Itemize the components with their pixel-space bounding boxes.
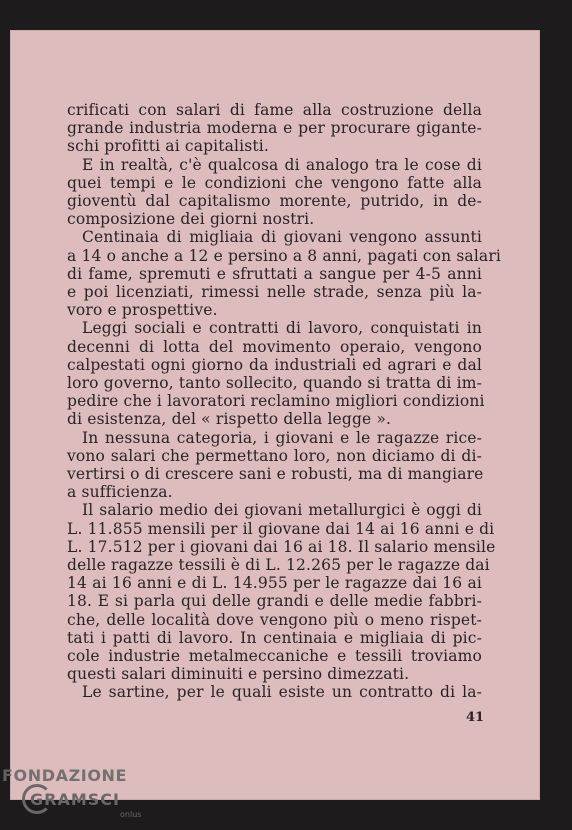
text-line: vertirsi o di crescere sani e robusti, ma di mangiare bbox=[67, 465, 484, 483]
text-line: decenni di lotta del movimento operaio, vengono bbox=[67, 337, 482, 356]
text-line: tati i patti di lavoro. In centinaia e migliaia di pic- bbox=[67, 628, 482, 647]
text-line: L. 11.855 mensili per il giovane dai 14 ai 16 anni e di bbox=[67, 519, 495, 538]
text-line: grande industria moderna e per procurare gigante- bbox=[67, 119, 482, 138]
text-line: L. 17.512 per i giovani dai 16 ai 18. Il salario mensile bbox=[67, 537, 496, 556]
watermark-line2: GRAMSCI bbox=[30, 790, 120, 809]
text-line: quei tempi e le condizioni che vengono fatte alla bbox=[67, 173, 482, 192]
text-line: che, delle località dove vengono più o meno rispet- bbox=[67, 610, 482, 629]
page-text bbox=[10, 30, 540, 800]
text-line: calpestati ogni giorno da industriali ed agrari e dal bbox=[67, 355, 482, 374]
text-line: pedire che i lavoratori reclamino migliori condizioni bbox=[67, 392, 485, 411]
text-line: In nessuna categoria, i giovani e le ragazze rice- bbox=[82, 428, 482, 447]
text-line: vono salari che permettano loro, non diciamo di di- bbox=[67, 446, 482, 465]
text-line: delle ragazze tessili è di L. 12.265 per le ragazze dai bbox=[67, 556, 490, 574]
text-line: loro governo, tanto sollecito, quando si tratta di im- bbox=[67, 374, 482, 392]
binding-mark bbox=[0, 120, 3, 138]
text-line: a sufficienza. bbox=[67, 483, 173, 502]
text-line: composizione dei giorni nostri. bbox=[67, 210, 315, 229]
binding-mark bbox=[0, 230, 3, 252]
text-line: Le sartine, per le quali esiste un contratto di la- bbox=[82, 683, 482, 702]
text-line: di esistenza, del « rispetto della legge ». bbox=[67, 410, 392, 429]
page-number: 41 bbox=[466, 710, 485, 725]
text-line: cole industrie metalmeccaniche e tessili troviamo bbox=[67, 647, 482, 665]
text-line: di fame, spremuti e sfruttati a sangue per 4-5 anni bbox=[67, 264, 482, 283]
watermark-line3: onlus bbox=[120, 810, 142, 819]
watermark-line1: FONDAZIONE bbox=[2, 766, 128, 785]
text-line: E in realtà, c'è qualcosa di analogo tra le cose di bbox=[82, 155, 482, 174]
book-page bbox=[10, 30, 540, 800]
text-line: crificati con salari di fame alla costruzione della bbox=[67, 101, 482, 119]
text-line: 14 ai 16 anni e di L. 14.955 per le ragazze dai 16 ai bbox=[67, 574, 482, 593]
text-line: Il salario medio dei giovani metallurgici è oggi di bbox=[82, 501, 482, 520]
text-line: 18. E si parla qui delle grandi e delle medie fabbri- bbox=[67, 592, 482, 611]
text-line: questi salari diminuiti e persino dimezzati. bbox=[67, 665, 410, 684]
text-line: schi profitti ai capitalisti. bbox=[67, 137, 269, 156]
text-line: Leggi sociali e contratti di lavoro, conquistati in bbox=[82, 319, 482, 338]
text-line: a 14 o anche a 12 e persino a 8 anni, pagati con salari bbox=[67, 246, 501, 265]
text-line: gioventù dal capitalismo morente, putrido, in de- bbox=[67, 192, 482, 210]
text-line: voro e prospettive. bbox=[67, 301, 218, 320]
text-line: Centinaia di migliaia di giovani vengono assunti bbox=[82, 228, 482, 247]
text-line: e poi licenziati, rimessi nelle strade, senza più la- bbox=[67, 283, 482, 301]
